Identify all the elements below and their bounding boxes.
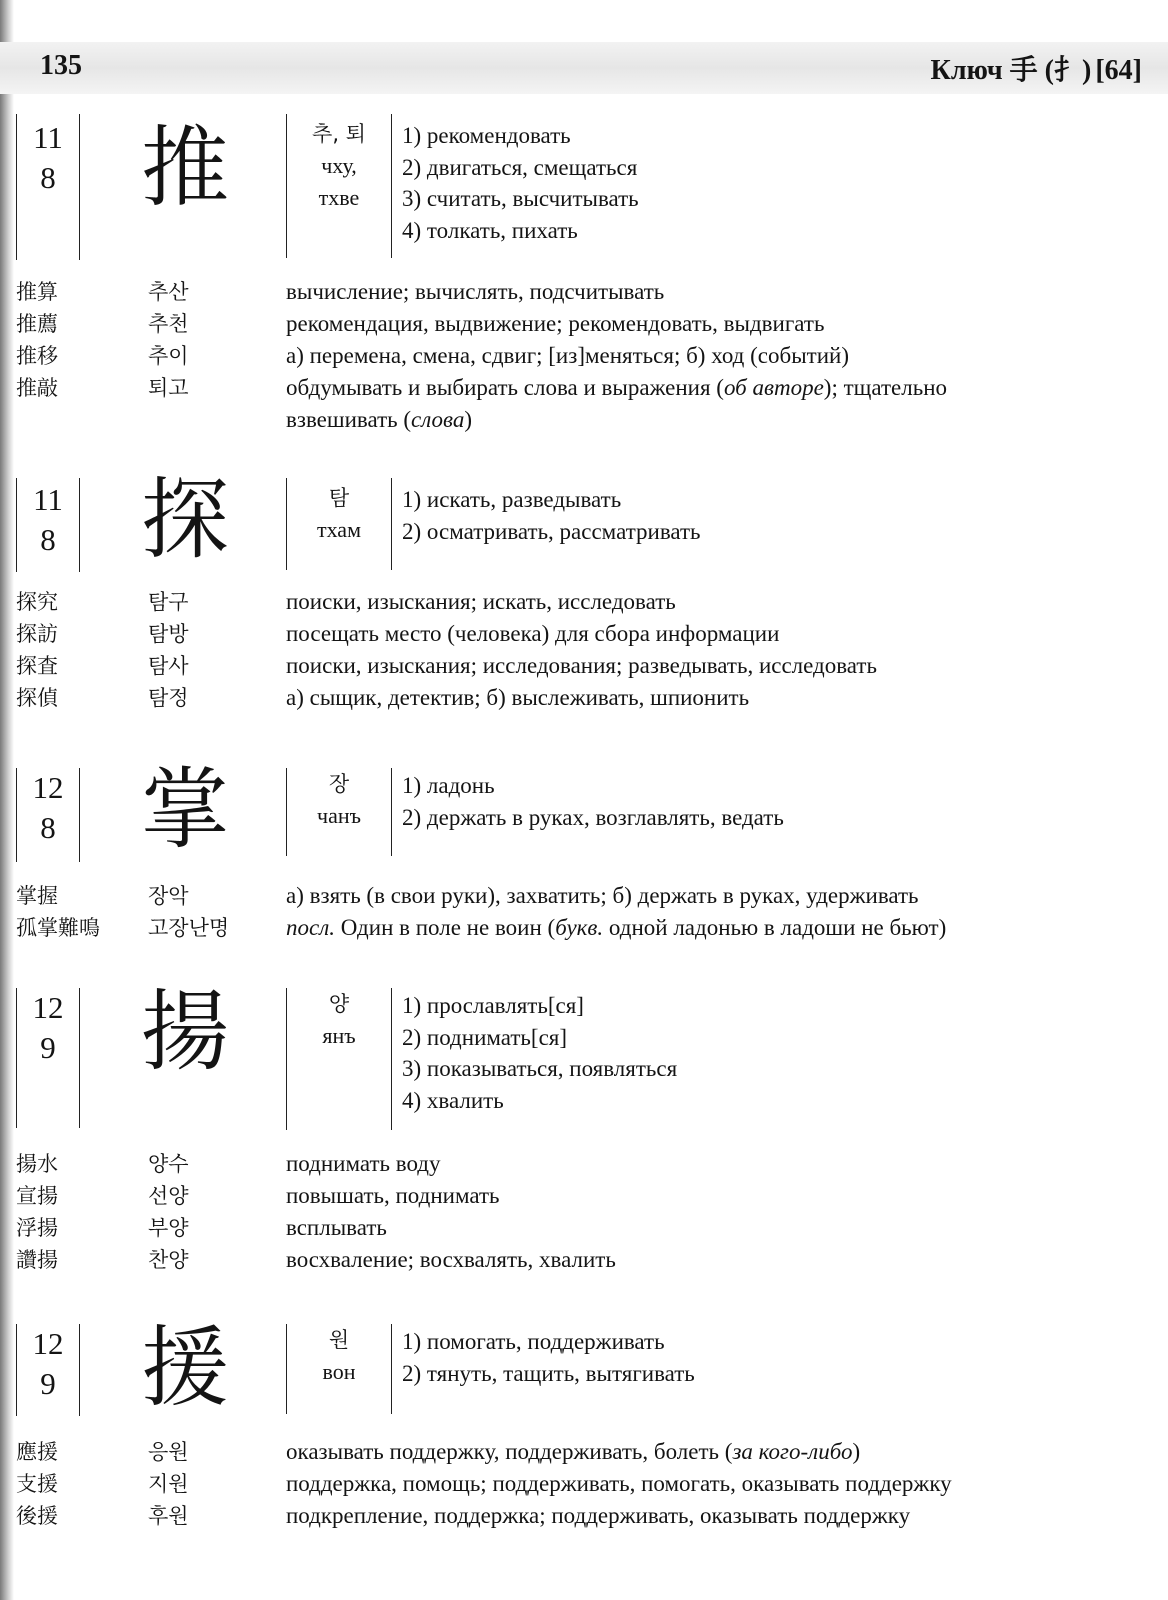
compound-row: [0, 880, 1168, 912]
translation-text: оказывать поддержку, поддерживать, болеть (: [286, 1439, 733, 1464]
head-character: 探: [140, 468, 229, 571]
meaning-item: 1) прославлять[ся]: [402, 993, 584, 1018]
compound-hanzi: 浮揚: [16, 1216, 58, 1240]
compound-row: [0, 1244, 1168, 1276]
translation-text: взвешивать (: [286, 407, 412, 432]
reading: [286, 1324, 392, 1414]
compound-translation: рекомендация, выдвижение; рекомендовать, выдвигать: [286, 311, 825, 336]
compound-row: [0, 682, 1168, 714]
compound-translation: а) сыщик, детектив; б) выслеживать, шпионить: [286, 685, 750, 710]
compound-hangul: 응원: [148, 1440, 189, 1464]
compound-row: [0, 1468, 1168, 1500]
stroke-count: [16, 478, 80, 572]
page-edge-shadow: [0, 0, 14, 1600]
meaning-item: 2) тянуть, тащить, вытягивать: [402, 1360, 695, 1386]
head-character: 揚: [140, 980, 229, 1083]
compound-translation: поиски, изыскания; искать, исследовать: [286, 589, 676, 614]
stroke-count: [16, 988, 80, 1128]
stroke-extra: 8: [40, 810, 56, 845]
compound-hangul: 선양: [148, 1184, 189, 1208]
compound-list: [0, 880, 1168, 944]
compound-hangul: 고장난명: [148, 916, 230, 940]
compound-hangul: 후원: [148, 1504, 189, 1528]
translation-text: одной ладонью в ладоши не бьют): [603, 915, 947, 940]
translation-note: за кого-либо: [732, 1439, 853, 1464]
compound-row: [0, 276, 1168, 308]
reading: [286, 114, 392, 258]
stroke-extra: 8: [40, 160, 56, 195]
radical-title: Ключ 手 (扌): [930, 55, 1092, 86]
meaning-item: 1) рекомендовать: [402, 123, 571, 148]
compound-row: [0, 586, 1168, 618]
translation-text: обдумывать и выбирать слова и выражения (: [286, 375, 724, 400]
meaning-item: 3) показываться, появляться: [402, 1056, 678, 1081]
compound-row: [0, 1436, 1168, 1468]
compound-hangul: 퇴고: [148, 376, 189, 400]
compound-hangul: 추산: [148, 280, 189, 304]
reading-hangul: 양: [328, 992, 350, 1016]
compound-translation: а) взять (в свои руки), захватить; б) держать в руках, удерживать: [286, 883, 919, 908]
compound-row: [0, 1148, 1168, 1180]
compound-row: [0, 912, 1168, 944]
compound-hanzi: 應援: [16, 1440, 58, 1464]
meanings-list: [402, 120, 1102, 246]
compound-row: [0, 372, 1168, 436]
meanings-list: [402, 990, 1102, 1116]
compound-list: [0, 1148, 1168, 1276]
compound-translation: [286, 912, 1126, 944]
compound-row: [0, 308, 1168, 340]
reading-hangul: 원: [328, 1328, 350, 1352]
compound-hanzi: 推移: [16, 344, 58, 368]
stroke-extra: 9: [40, 1030, 56, 1065]
compound-hangul: 양수: [148, 1152, 189, 1176]
compound-hangul: 탐구: [148, 590, 189, 614]
compound-translation: повышать, поднимать: [286, 1183, 500, 1208]
page-header: [0, 42, 1168, 94]
compound-hanzi: 支援: [16, 1472, 58, 1496]
meanings-list: [402, 770, 1102, 833]
meaning-item: 2) осматривать, рассматривать: [402, 518, 701, 544]
reading-ru: чху,: [321, 153, 357, 178]
reading-ru: вон: [322, 1359, 356, 1384]
reading: [286, 768, 392, 856]
reading-ru: янъ: [322, 1023, 356, 1048]
compound-hanzi: 掌握: [16, 884, 58, 908]
meaning-item: 2) двигаться, смещаться: [402, 154, 638, 180]
compound-translation: подкрепление, поддержка; поддерживать, оказывать поддержку: [286, 1503, 911, 1528]
stroke-total: 12: [32, 1326, 64, 1361]
compound-row: [0, 1212, 1168, 1244]
compound-hanzi: 宣揚: [16, 1184, 58, 1208]
compound-hangul: 탐방: [148, 622, 189, 646]
compound-row: [0, 1180, 1168, 1212]
translation-note: об авторе: [723, 375, 824, 400]
compound-list: [0, 1436, 1168, 1532]
compound-hangul: 탐사: [148, 654, 189, 678]
radical-number: [64]: [1095, 55, 1142, 86]
translation-text: ): [852, 1439, 861, 1464]
compound-row: [0, 340, 1168, 372]
stroke-count: [16, 768, 80, 862]
translation-text: ): [464, 407, 473, 432]
compound-list: [0, 276, 1168, 436]
compound-row: [0, 650, 1168, 682]
compound-hanzi: 推算: [16, 280, 58, 304]
meaning-item: 1) искать, разведывать: [402, 487, 622, 512]
compound-translation: восхваление; восхвалять, хвалить: [286, 1247, 616, 1272]
compound-translation: всплывать: [286, 1215, 387, 1240]
compound-hangul: 찬양: [148, 1248, 189, 1272]
compound-hanzi: 後援: [16, 1504, 58, 1528]
compound-translation: поиски, изыскания; исследования; разведывать, исследовать: [286, 653, 877, 678]
stroke-total: 11: [33, 120, 63, 155]
compound-list: [0, 586, 1168, 714]
compound-translation: поддержка, помощь; поддерживать, помогать, оказывать поддержку: [286, 1471, 952, 1496]
meanings-list: [402, 484, 1102, 547]
compound-hangul: 추천: [148, 312, 189, 336]
translation-note: слова: [411, 407, 465, 432]
stroke-total: 12: [32, 990, 64, 1025]
compound-hangul: 지원: [148, 1472, 189, 1496]
stroke-extra: 8: [40, 522, 56, 557]
meanings-list: [402, 1326, 1102, 1389]
translation-text: ); тщательно: [823, 375, 948, 400]
head-character: 援: [140, 1316, 229, 1419]
reading-hangul: 탐: [328, 486, 350, 510]
compound-hanzi: 探究: [16, 590, 58, 614]
meaning-item: 1) ладонь: [402, 773, 495, 798]
compound-hanzi: 讚揚: [16, 1248, 58, 1272]
reading-ru: тхве: [318, 185, 360, 210]
translation-text: Один в поле не воин (: [335, 915, 556, 940]
stroke-count: [16, 114, 80, 260]
meaning-item: 2) держать в руках, возглавлять, ведать: [402, 804, 784, 830]
meaning-item: 4) хвалить: [402, 1087, 504, 1113]
compound-hanzi: 探訪: [16, 622, 58, 646]
compound-hanzi: 推敲: [16, 376, 58, 400]
compound-translation: поднимать воду: [286, 1151, 441, 1176]
reading: [286, 478, 392, 570]
reading-hangul: 추, 퇴: [312, 122, 366, 146]
compound-translation: вычисление; вычислять, подсчитывать: [286, 279, 665, 304]
meaning-item: 3) считать, высчитывать: [402, 186, 639, 211]
meaning-item: 4) толкать, пихать: [402, 217, 578, 243]
compound-row: [0, 618, 1168, 650]
reading-ru: чанъ: [317, 803, 361, 828]
compound-hanzi: 探査: [16, 654, 58, 678]
head-character: 推: [140, 116, 229, 219]
compound-translation: а) перемена, смена, сдвиг; [из]меняться; б) ход (событий): [286, 343, 849, 368]
compound-hanzi: 孤掌難鳴: [16, 916, 100, 940]
translation-note: букв.: [555, 915, 604, 940]
stroke-total: 11: [33, 482, 63, 517]
page-number: 135: [40, 50, 82, 81]
running-head: [931, 48, 1142, 88]
compound-row: [0, 1500, 1168, 1532]
meaning-item: 1) помогать, поддерживать: [402, 1329, 665, 1354]
compound-hangul: 탐정: [148, 686, 189, 710]
stroke-extra: 9: [40, 1366, 56, 1401]
compound-translation: [286, 372, 1126, 436]
head-character: 掌: [140, 758, 229, 861]
translation-note: посл.: [286, 915, 335, 940]
compound-hanzi: 推薦: [16, 312, 58, 336]
compound-translation: [286, 1436, 1126, 1468]
stroke-total: 12: [32, 770, 64, 805]
compound-hanzi: 探偵: [16, 686, 58, 710]
reading-hangul: 장: [328, 772, 350, 796]
reading-ru: тхам: [316, 517, 361, 542]
compound-translation: посещать место (человека) для сбора информации: [286, 621, 780, 646]
meaning-item: 2) поднимать[ся]: [402, 1024, 568, 1050]
compound-hanzi: 揚水: [16, 1152, 58, 1176]
compound-hangul: 추이: [148, 344, 189, 368]
reading: [286, 988, 392, 1130]
compound-hangul: 장악: [148, 884, 189, 908]
compound-hangul: 부양: [148, 1216, 189, 1240]
stroke-count: [16, 1324, 80, 1416]
